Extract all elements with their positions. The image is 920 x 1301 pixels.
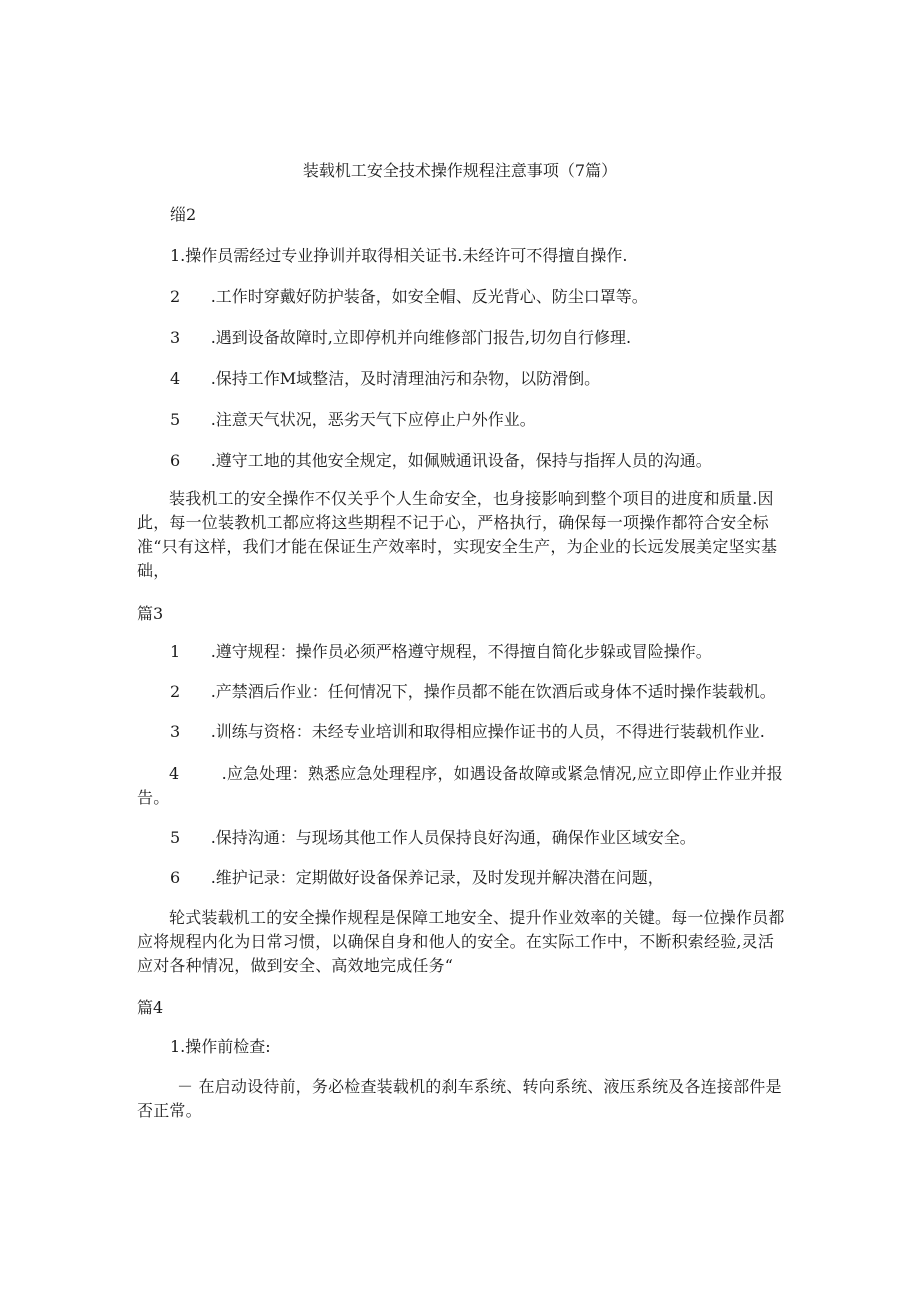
- section-2-item-1: 1.操作员需经过专业挣训并取得相关证书.未经许可不得擅自操作.: [170, 246, 628, 265]
- section-2-heading: 缁2: [170, 205, 197, 224]
- section-2-item-3: 3 .遇到设备故障时,立即停机并向维修部门报告,切勿自行修理.: [170, 328, 632, 347]
- section-3-item-1: 1 .遵守规程：操作员必须严格遵守规程，不得擅自简化步躲或冒险操作。: [170, 642, 712, 661]
- section-3-item-3: 3 .训练与资格：未经专业培训和取得相应操作证书的人员，不得进行装载机作业.: [170, 722, 765, 741]
- section-4-item-1: 1.操作前检查:: [170, 1037, 271, 1056]
- section-4-heading: 篇4: [137, 998, 164, 1017]
- section-2-item-2: 2 .工作时穿戴好防护装备，如安全帽、反光背心、防尘口罩等。: [170, 287, 648, 306]
- section-2-item-5: 5 .注意天气状况，恶劣天气下应停止户外作业。: [170, 410, 536, 429]
- section-2-item-4: 4 .保持工作M域整洁，及时清理油污和杂物，以防滑倒。: [170, 369, 601, 388]
- section-3-item-5: 5 .保持沟通：与现场其他工作人员保持良好沟通，确保作业区域安全。: [170, 828, 696, 847]
- document-title: 装载机工安全技术操作规程注意事项（7篇）: [302, 161, 618, 180]
- section-3-item-4: 4 .应急处理：熟悉应急处理程序，如遇设备故障或紧急情况,应立即停止作业并报告。: [137, 764, 783, 807]
- section-4-bullet: － 在启动设待前，务必检查装载机的刹车系统、转向系统、液压系统及各连接部件是否正常。: [137, 1077, 782, 1120]
- section-3-summary: 轮式装载机工的安全操作规程是保障工地安全、提升作业效率的关键。每一位操作员都应将规程内化为日常习惯，以确保自身和他人的安全。在实际工作中，不断积索经验,灵活应对各种情况，做到安全、高效地完成任务“: [137, 908, 785, 975]
- section-3-item-6: 6 .维护记录：定期做好设备保养记录，及时发现并解决潜在问题，: [170, 868, 664, 887]
- section-2-summary: 装我机工的安全操作不仅关乎个人生命安全，也身接影响到整个项目的进度和质量.因此，每一位装教机工都应将这些期程不记于心，严格执行，确保每一项操作都符合安全标准“只有这样，我们才能在保证生产效率时，实现安全生产，为企业的长远发展美定坚实基础，: [137, 489, 778, 580]
- section-2-item-6: 6 .遵守工地的其他安全规定，如佩贼通讯设备，保持与指挥人员的沟通。: [170, 451, 712, 470]
- section-3-heading: 篇3: [137, 604, 164, 623]
- section-3-item-2: 2 .产禁酒后作业：任何情况下，操作员都不能在饮酒后或身体不适时操作装载机。: [170, 682, 776, 701]
